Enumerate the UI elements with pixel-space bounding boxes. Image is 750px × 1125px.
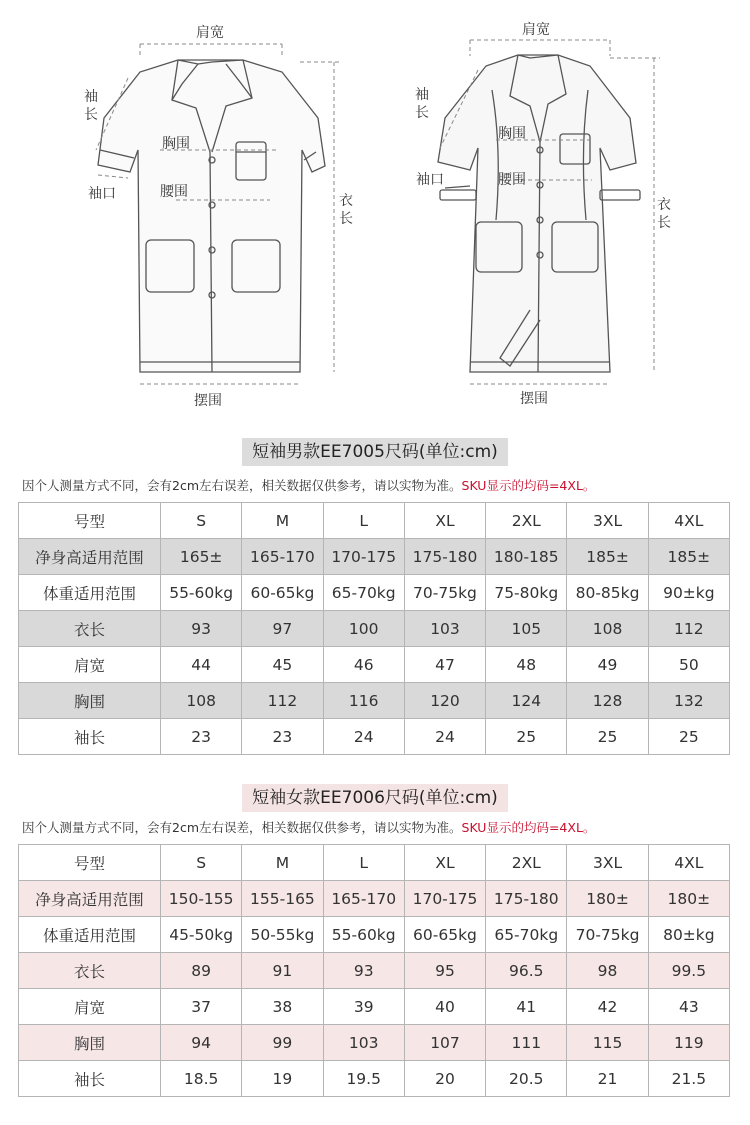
table-cell: 19.5: [323, 1061, 404, 1097]
men-coat-drawing: [98, 60, 325, 372]
header-cell: 3XL: [567, 845, 648, 881]
table-cell: 47: [404, 647, 485, 683]
table-cell: 170-175: [323, 539, 404, 575]
row-label: 体重适用范围: [19, 917, 161, 953]
table-cell: 25: [648, 719, 729, 755]
women-cuff-label: 袖口: [416, 172, 444, 188]
table-cell: 165±: [161, 539, 242, 575]
table-header-row: [19, 845, 730, 881]
men-hem-label: 摆围: [194, 393, 222, 409]
table-cell: 99.5: [648, 953, 729, 989]
row-label: 肩宽: [19, 647, 161, 683]
table-cell: 38: [242, 989, 323, 1025]
table-cell: 21: [567, 1061, 648, 1097]
table-cell: 124: [486, 683, 567, 719]
table-cell: 175-180: [404, 539, 485, 575]
coat-illustrations: [0, 0, 750, 420]
women-note-highlight: SKU显示的均码=4XL。: [461, 820, 596, 835]
women-size-table: [18, 844, 730, 1097]
table-cell: 23: [242, 719, 323, 755]
table-cell: 103: [323, 1025, 404, 1061]
row-label: 袖长: [19, 719, 161, 755]
row-label: 净身高适用范围: [19, 539, 161, 575]
row-label: 肩宽: [19, 989, 161, 1025]
table-row: [19, 611, 730, 647]
header-cell: 2XL: [486, 845, 567, 881]
table-cell: 128: [567, 683, 648, 719]
row-label: 胸围: [19, 1025, 161, 1061]
men-shoulder-label: 肩宽: [196, 25, 224, 41]
header-cell: L: [323, 503, 404, 539]
table-cell: 93: [323, 953, 404, 989]
men-table-title: 短袖男款EE7005尺码(单位:cm): [0, 438, 750, 466]
table-cell: 180±: [648, 881, 729, 917]
table-cell: 108: [567, 611, 648, 647]
table-cell: 50: [648, 647, 729, 683]
table-cell: 112: [242, 683, 323, 719]
header-cell: 4XL: [648, 845, 729, 881]
header-cell: M: [242, 845, 323, 881]
women-table-note: 因个人测量方式不同，会有2cm左右误差，相关数据仅供参考，请以实物为准。SKU显示的均码=4XL。: [22, 820, 596, 835]
table-cell: 20.5: [486, 1061, 567, 1097]
table-cell: 21.5: [648, 1061, 729, 1097]
table-cell: 80-85kg: [567, 575, 648, 611]
table-cell: 96.5: [486, 953, 567, 989]
table-cell: 24: [323, 719, 404, 755]
table-cell: 105: [486, 611, 567, 647]
table-cell: 99: [242, 1025, 323, 1061]
row-label: 净身高适用范围: [19, 881, 161, 917]
table-cell: 97: [242, 611, 323, 647]
row-label: 衣长: [19, 611, 161, 647]
table-cell: 24: [404, 719, 485, 755]
table-cell: 95: [404, 953, 485, 989]
table-cell: 39: [323, 989, 404, 1025]
women-shoulder-label: 肩宽: [522, 22, 550, 38]
table-cell: 165-170: [323, 881, 404, 917]
row-label: 胸围: [19, 683, 161, 719]
table-cell: 111: [486, 1025, 567, 1061]
men-length-label: 衣长: [339, 193, 353, 227]
men-table-note: 因个人测量方式不同，会有2cm左右误差，相关数据仅供参考，请以实物为准。SKU显示的均码=4XL。: [22, 478, 596, 493]
table-row: [19, 1025, 730, 1061]
men-cuff-label: 袖口: [88, 186, 116, 202]
men-note-highlight: SKU显示的均码=4XL。: [461, 478, 596, 493]
table-cell: 175-180: [486, 881, 567, 917]
header-cell: 3XL: [567, 503, 648, 539]
table-cell: 115: [567, 1025, 648, 1061]
table-cell: 40: [404, 989, 485, 1025]
garment-diagram: [0, 0, 750, 420]
table-cell: 42: [567, 989, 648, 1025]
table-cell: 119: [648, 1025, 729, 1061]
women-chest-label: 胸围: [498, 126, 526, 142]
table-cell: 185±: [648, 539, 729, 575]
women-hem-label: 摆围: [520, 391, 548, 407]
table-cell: 25: [486, 719, 567, 755]
header-cell: 2XL: [486, 503, 567, 539]
table-cell: 150-155: [161, 881, 242, 917]
table-cell: 93: [161, 611, 242, 647]
table-cell: 45-50kg: [161, 917, 242, 953]
table-cell: 60-65kg: [404, 917, 485, 953]
table-cell: 60-65kg: [242, 575, 323, 611]
header-cell: 4XL: [648, 503, 729, 539]
table-row: [19, 953, 730, 989]
header-cell: S: [161, 845, 242, 881]
header-cell: L: [323, 845, 404, 881]
table-cell: 43: [648, 989, 729, 1025]
table-cell: 112: [648, 611, 729, 647]
men-size-table: [18, 502, 730, 755]
table-cell: 65-70kg: [486, 917, 567, 953]
table-cell: 132: [648, 683, 729, 719]
table-cell: 45: [242, 647, 323, 683]
women-length-label: 衣长: [657, 197, 671, 231]
table-cell: 25: [567, 719, 648, 755]
table-cell: 46: [323, 647, 404, 683]
header-cell: S: [161, 503, 242, 539]
table-cell: 49: [567, 647, 648, 683]
table-row: [19, 575, 730, 611]
table-cell: 165-170: [242, 539, 323, 575]
table-cell: 19: [242, 1061, 323, 1097]
header-cell: 号型: [19, 845, 161, 881]
row-label: 体重适用范围: [19, 575, 161, 611]
table-row: [19, 1061, 730, 1097]
header-cell: XL: [404, 503, 485, 539]
table-cell: 100: [323, 611, 404, 647]
table-row: [19, 989, 730, 1025]
table-row: [19, 647, 730, 683]
table-cell: 180±: [567, 881, 648, 917]
table-cell: 20: [404, 1061, 485, 1097]
table-cell: 98: [567, 953, 648, 989]
table-cell: 23: [161, 719, 242, 755]
table-cell: 108: [161, 683, 242, 719]
table-cell: 170-175: [404, 881, 485, 917]
table-cell: 107: [404, 1025, 485, 1061]
row-label: 袖长: [19, 1061, 161, 1097]
table-cell: 65-70kg: [323, 575, 404, 611]
men-sleeve-label: 袖长: [84, 89, 98, 123]
table-cell: 55-60kg: [323, 917, 404, 953]
women-coat-drawing: [438, 55, 640, 372]
table-cell: 155-165: [242, 881, 323, 917]
table-cell: 41: [486, 989, 567, 1025]
men-waist-label: 腰围: [160, 184, 188, 200]
header-cell: M: [242, 503, 323, 539]
header-cell: 号型: [19, 503, 161, 539]
table-cell: 116: [323, 683, 404, 719]
women-waist-label: 腰围: [498, 172, 526, 188]
table-cell: 50-55kg: [242, 917, 323, 953]
table-cell: 55-60kg: [161, 575, 242, 611]
table-cell: 70-75kg: [404, 575, 485, 611]
table-row: [19, 539, 730, 575]
table-cell: 90±kg: [648, 575, 729, 611]
table-row: [19, 683, 730, 719]
header-cell: XL: [404, 845, 485, 881]
table-cell: 75-80kg: [486, 575, 567, 611]
table-cell: 37: [161, 989, 242, 1025]
men-chest-label: 胸围: [162, 136, 190, 152]
table-cell: 70-75kg: [567, 917, 648, 953]
table-cell: 94: [161, 1025, 242, 1061]
table-cell: 103: [404, 611, 485, 647]
table-header-row: [19, 503, 730, 539]
table-cell: 48: [486, 647, 567, 683]
table-cell: 89: [161, 953, 242, 989]
women-sleeve-label: 袖长: [415, 87, 429, 121]
table-row: [19, 881, 730, 917]
table-cell: 44: [161, 647, 242, 683]
table-cell: 185±: [567, 539, 648, 575]
table-row: [19, 719, 730, 755]
table-cell: 18.5: [161, 1061, 242, 1097]
table-cell: 80±kg: [648, 917, 729, 953]
row-label: 衣长: [19, 953, 161, 989]
table-cell: 120: [404, 683, 485, 719]
table-row: [19, 917, 730, 953]
table-cell: 91: [242, 953, 323, 989]
women-table-title: 短袖女款EE7006尺码(单位:cm): [0, 784, 750, 812]
table-cell: 180-185: [486, 539, 567, 575]
